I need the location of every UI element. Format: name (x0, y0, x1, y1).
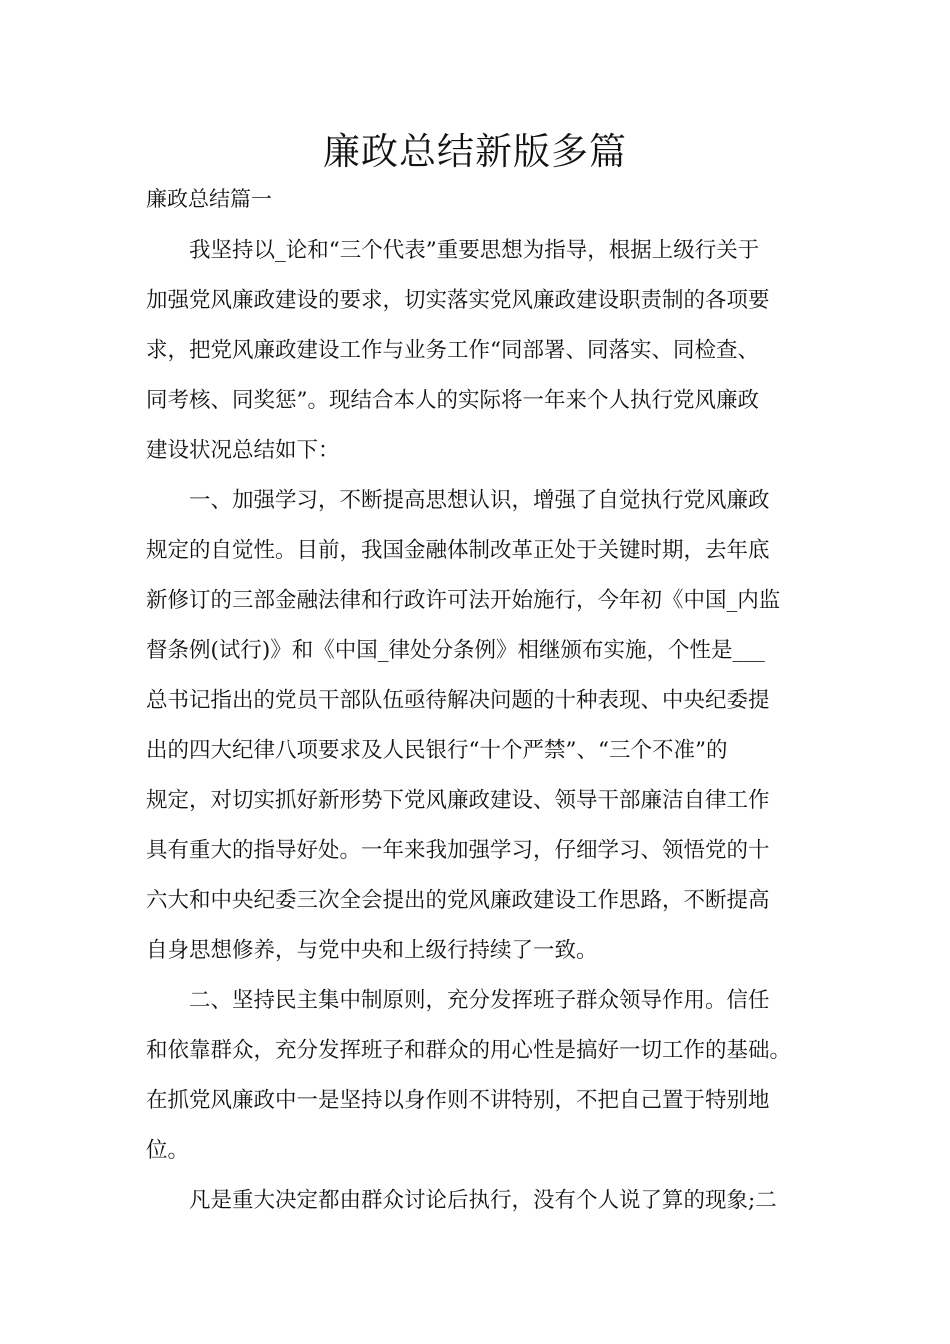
body-line: 新修订的三部金融法律和行政许可法开始施行，今年初《中国_内监 (146, 588, 781, 613)
section-heading: 廉政总结篇一 (146, 187, 272, 211)
body-line: 位。 (146, 1138, 190, 1163)
body-line: 具有重大的指导好处。一年来我加强学习，仔细学习、领悟党的十 (146, 838, 770, 863)
body-line: 同考核、同奖惩”。现结合本人的实际将一年来个人执行党风廉政 (146, 388, 759, 413)
body-line: 我坚持以_论和“三个代表”重要思想为指导，根据上级行关于 (189, 238, 760, 263)
body-line: 规定，对切实抓好新形势下党风廉政建设、领导干部廉洁自律工作 (146, 788, 770, 813)
body-line: 总书记指出的党员干部队伍亟待解决问题的十种表现、中央纪委提 (146, 688, 770, 713)
body-line: 和依靠群众，充分发挥班子和群众的用心性是搞好一切工作的基础。 (146, 1038, 792, 1063)
body-line: 建设状况总结如下： (146, 438, 340, 463)
body-line: 六大和中央纪委三次全会提出的党风廉政建设工作思路，不断提高 (146, 888, 770, 913)
body-line: 加强党风廉政建设的要求，切实落实党风廉政建设职责制的各项要 (146, 288, 770, 313)
body-line: 在抓党风廉政中一是坚持以身作则不讲特别，不把自己置于特别地 (146, 1088, 770, 1113)
body-line: 一、加强学习，不断提高思想认识，增强了自觉执行党风廉政 (189, 488, 770, 513)
document-title: 廉政总结新版多篇 (323, 130, 627, 173)
body-line: 督条例(试行)》和《中国_律处分条例》相继颁布实施，个性是___ (146, 638, 765, 663)
body-line: 二、坚持民主集中制原则，充分发挥班子群众领导作用。信任 (189, 988, 770, 1013)
body-line: 规定的自觉性。目前，我国金融体制改革正处于关键时期，去年底 (146, 538, 770, 563)
body-line: 求，把党风廉政建设工作与业务工作“同部署、同落实、同检查、 (146, 338, 759, 363)
body-line: 出的四大纪律八项要求及人民银行“十个严禁”、“三个不准”的 (146, 738, 728, 763)
body-line: 凡是重大决定都由群众讨论后执行，没有个人说了算的现象;二 (189, 1188, 777, 1213)
body-line: 自身思想修养，与党中央和上级行持续了一致。 (146, 938, 598, 963)
